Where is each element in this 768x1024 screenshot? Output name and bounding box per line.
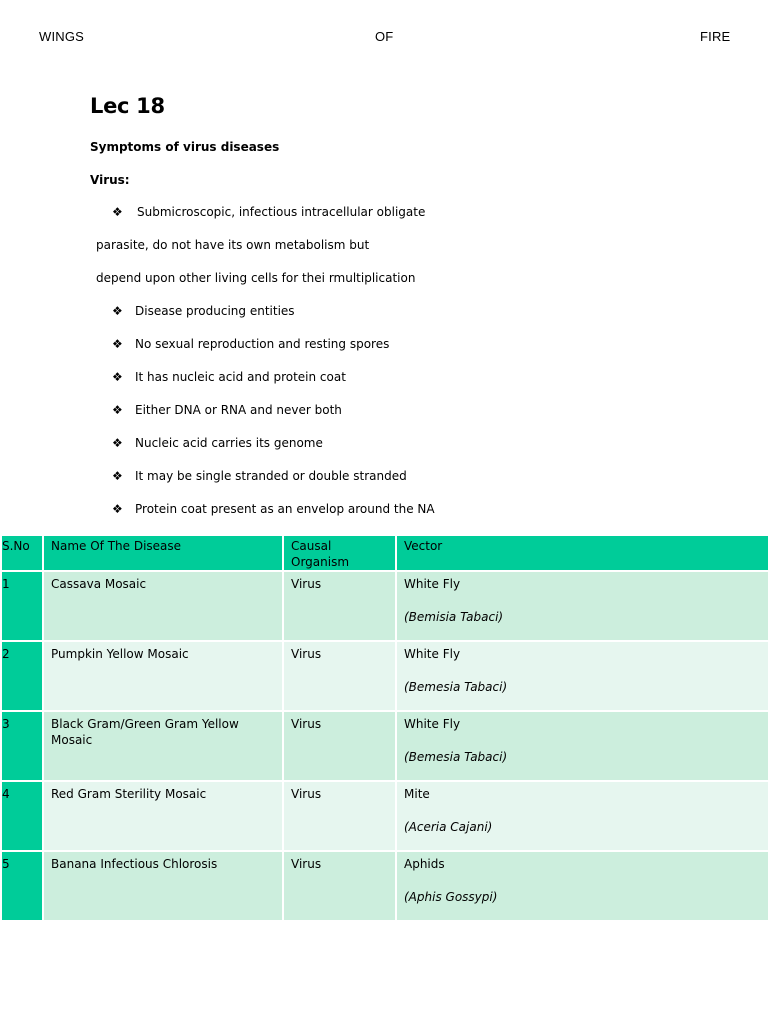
header-left-text: WINGS bbox=[39, 29, 85, 44]
bullet-item: It may be single stranded or double stranded bbox=[135, 469, 407, 483]
bullet-item: Protein coat present as an envelop around the NA bbox=[135, 502, 435, 516]
intro-line-3: depend upon other living cells for thei rmultiplication bbox=[96, 271, 416, 285]
col-header-sno: S.No bbox=[1, 535, 43, 571]
cell-vector bbox=[396, 641, 768, 711]
cell-organism: Virus bbox=[283, 711, 396, 781]
cell-disease: Black Gram/Green Gram Yellow Mosaic bbox=[43, 711, 283, 781]
four-diamond-bullet-icon: ❖ bbox=[112, 469, 123, 483]
cell-organism: Virus bbox=[283, 641, 396, 711]
section-label: Virus: bbox=[90, 173, 130, 187]
bullet-item: Either DNA or RNA and never both bbox=[135, 403, 342, 417]
cell-sno: 1 bbox=[1, 571, 43, 641]
header-right-text: FIRE bbox=[700, 29, 731, 44]
four-diamond-bullet-icon: ❖ bbox=[112, 205, 123, 219]
lecture-title: Lec 18 bbox=[90, 94, 165, 118]
cell-disease: Banana Infectious Chlorosis bbox=[43, 851, 283, 921]
intro-line-2: parasite, do not have its own metabolism but bbox=[96, 238, 370, 252]
four-diamond-bullet-icon: ❖ bbox=[112, 337, 123, 351]
table-row bbox=[1, 571, 768, 641]
cell-vector bbox=[396, 781, 768, 851]
col-header-vector: Vector bbox=[396, 535, 768, 571]
table-row bbox=[1, 781, 768, 851]
vector-name: White Fly bbox=[404, 577, 461, 591]
cell-organism: Virus bbox=[283, 851, 396, 921]
vector-name: White Fly bbox=[404, 647, 461, 661]
cell-sno: 2 bbox=[1, 641, 43, 711]
vector-scientific-name: (Bemesia Tabaci) bbox=[404, 680, 508, 694]
table-header-row bbox=[1, 535, 768, 571]
four-diamond-bullet-icon: ❖ bbox=[112, 304, 123, 318]
table-row bbox=[1, 641, 768, 711]
vector-scientific-name: (Bemisia Tabaci) bbox=[404, 610, 504, 624]
cell-sno: 4 bbox=[1, 781, 43, 851]
cell-vector bbox=[396, 571, 768, 641]
four-diamond-bullet-icon: ❖ bbox=[112, 370, 123, 384]
four-diamond-bullet-icon: ❖ bbox=[112, 502, 123, 516]
vector-name: Aphids bbox=[404, 857, 445, 871]
header-center-text: OF bbox=[375, 29, 394, 44]
col-header-organism: Causal Organism bbox=[283, 535, 396, 571]
four-diamond-bullet-icon: ❖ bbox=[112, 436, 123, 450]
vector-scientific-name: (Aphis Gossypi) bbox=[404, 890, 498, 904]
bullet-item: No sexual reproduction and resting spores bbox=[135, 337, 390, 351]
cell-sno: 3 bbox=[1, 711, 43, 781]
cell-organism: Virus bbox=[283, 571, 396, 641]
bullet-item: Disease producing entities bbox=[135, 304, 295, 318]
cell-vector bbox=[396, 851, 768, 921]
bullet-item: Nucleic acid carries its genome bbox=[135, 436, 323, 450]
vector-scientific-name: (Aceria Cajani) bbox=[404, 820, 493, 834]
col-header-disease: Name Of The Disease bbox=[43, 535, 283, 571]
four-diamond-bullet-icon: ❖ bbox=[112, 403, 123, 417]
bullet-item: It has nucleic acid and protein coat bbox=[135, 370, 346, 384]
vector-name: Mite bbox=[404, 787, 430, 801]
cell-disease: Red Gram Sterility Mosaic bbox=[43, 781, 283, 851]
cell-disease: Pumpkin Yellow Mosaic bbox=[43, 641, 283, 711]
vector-name: White Fly bbox=[404, 717, 461, 731]
cell-sno: 5 bbox=[1, 851, 43, 921]
cell-organism: Virus bbox=[283, 781, 396, 851]
table-row bbox=[1, 711, 768, 781]
disease-table bbox=[0, 534, 768, 922]
table-row bbox=[1, 851, 768, 921]
intro-line-1: Submicroscopic, infectious intracellular obligate bbox=[137, 205, 426, 219]
cell-disease: Cassava Mosaic bbox=[43, 571, 283, 641]
vector-scientific-name: (Bemesia Tabaci) bbox=[404, 750, 508, 764]
cell-vector bbox=[396, 711, 768, 781]
lecture-subtitle: Symptoms of virus diseases bbox=[90, 140, 280, 154]
